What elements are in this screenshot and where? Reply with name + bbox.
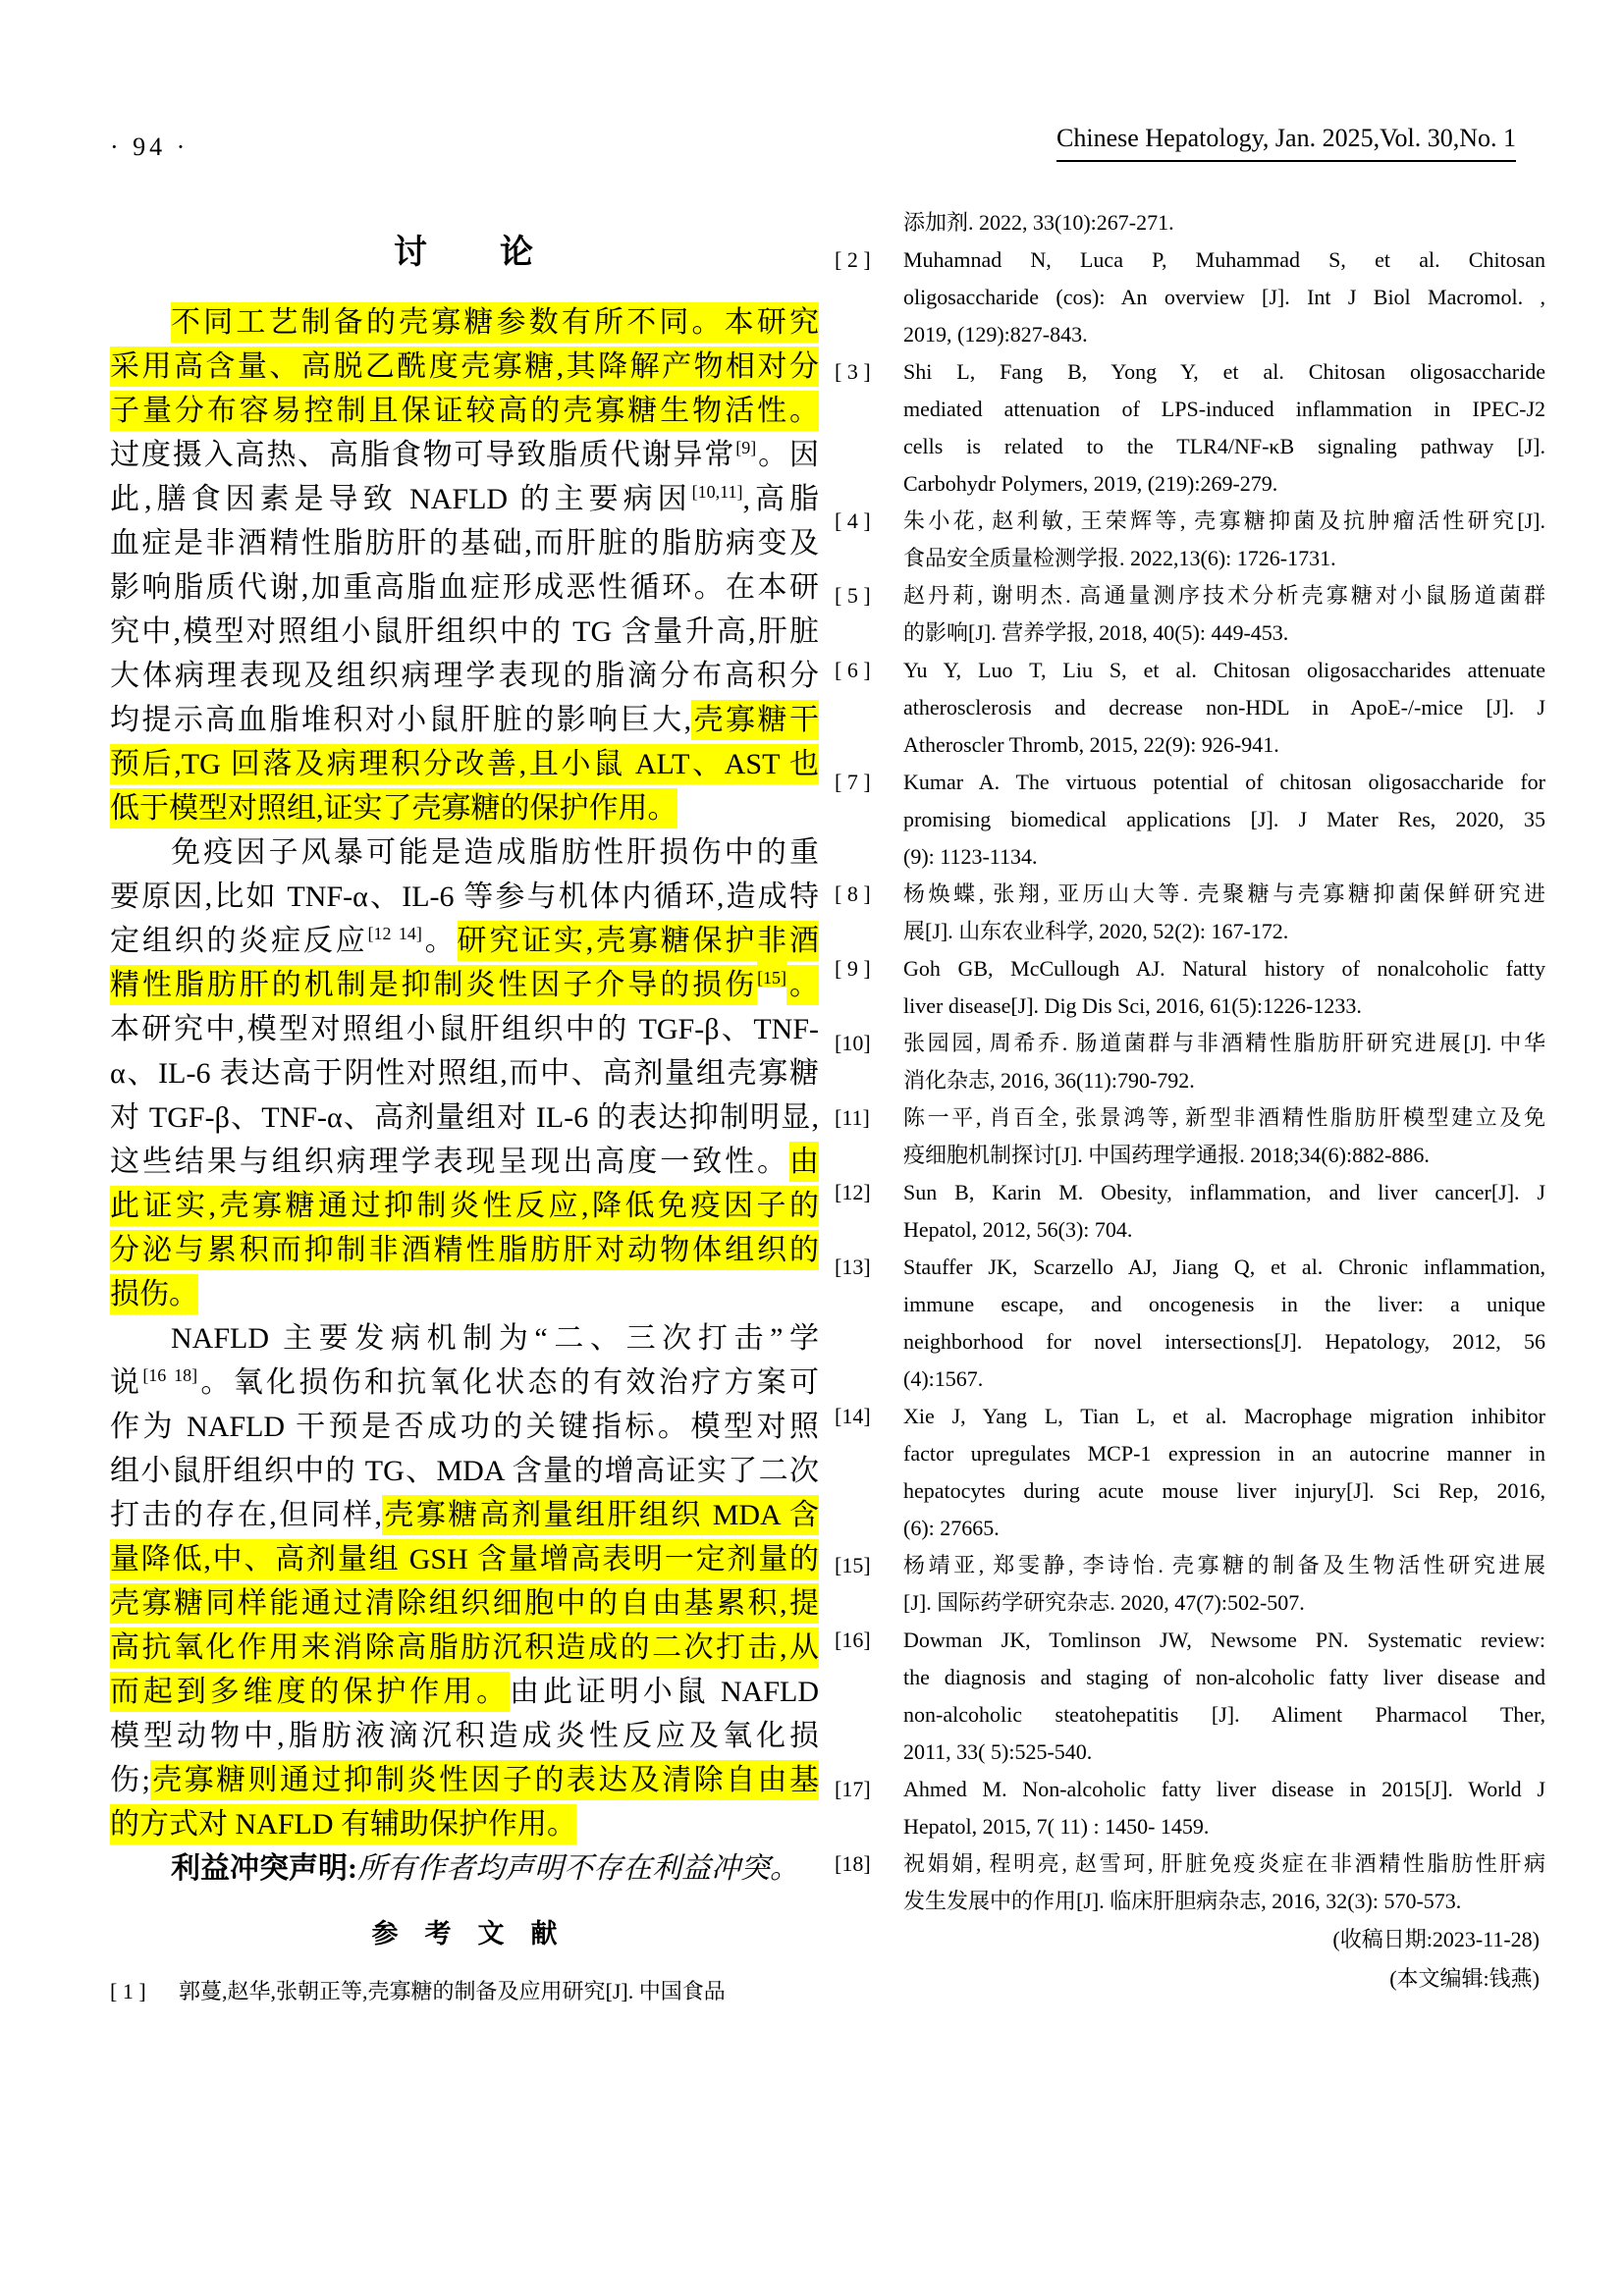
reference-text bbox=[903, 1025, 1545, 1099]
reference-line: Muhamnad N, Luca P, Muhammad S, et al. Chitosan bbox=[903, 247, 1545, 272]
highlighted-text: 高抗氧化作用来消除高脂肪沉积造成的二次打击,从 bbox=[110, 1628, 819, 1668]
reference-label: [ 5 ] bbox=[835, 583, 871, 608]
page-number: · 94 · bbox=[110, 133, 189, 161]
discussion-line bbox=[110, 1184, 819, 1228]
discussion-line bbox=[110, 1051, 819, 1095]
discussion-line bbox=[110, 1670, 819, 1714]
reference-item bbox=[110, 1973, 819, 2010]
discussion-body bbox=[110, 300, 819, 1891]
reference-line: promising biomedical applications [J]. J Mater Res, 2020, 35 bbox=[903, 807, 1545, 831]
highlighted-text: 精性脂肪肝的机制是抑制炎性因子介导的损伤 bbox=[110, 965, 757, 1005]
reference-item bbox=[835, 950, 1545, 1025]
reference-line: 朱小花, 赵利敏, 王荣辉等, 壳寡糖抑菌及抗肿瘤活性研究[J]. bbox=[903, 508, 1545, 533]
discussion-line bbox=[110, 654, 819, 698]
text-segment: 此,膳食因素是导致 NAFLD 的主要病因 bbox=[110, 483, 692, 515]
reference-line: 食品安全质量检测学报. 2022,13(6): 1726-1731. bbox=[903, 546, 1336, 570]
text-segment: NAFLD 主要发病机制为“二、三次打击”学 bbox=[171, 1322, 819, 1355]
discussion-line bbox=[110, 1228, 819, 1272]
reference-list bbox=[835, 204, 1545, 1920]
highlighted-text: 壳寡糖则通过抑制炎性因子的表达及清除自由基 bbox=[150, 1760, 819, 1800]
text-segment: 本研究中,模型对照组小鼠肝组织中的 TGF-β、TNF- bbox=[110, 1013, 819, 1045]
reference-text bbox=[903, 1845, 1545, 1920]
text-segment: ,高脂 bbox=[742, 483, 820, 515]
reference-line: Hepatol, 2015, 7( 11) : 1450- 1459. bbox=[903, 1814, 1210, 1839]
reference-item bbox=[835, 764, 1545, 876]
discussion-line bbox=[110, 521, 819, 565]
reference-line: 消化杂志, 2016, 36(11):790-792. bbox=[903, 1068, 1195, 1093]
reference-text bbox=[903, 241, 1545, 353]
discussion-line bbox=[110, 963, 819, 1007]
reference-label: [ 4 ] bbox=[835, 508, 871, 533]
reference-label: [ 2 ] bbox=[835, 247, 871, 272]
highlighted-text: [15] bbox=[757, 958, 786, 988]
discussion-line bbox=[110, 1581, 819, 1626]
discussion-line bbox=[110, 1493, 819, 1537]
text-segment: 说 bbox=[110, 1366, 143, 1399]
text-segment: 要原因,比如 TNF-α、IL-6 等参与机体内循环,造成特 bbox=[110, 881, 819, 913]
discussion-line bbox=[110, 477, 819, 521]
reference-line: Goh GB, McCullough AJ. Natural history of nonalcoholic fatty bbox=[903, 956, 1545, 981]
reference-label: [15] bbox=[835, 1553, 871, 1577]
reference-text bbox=[903, 1249, 1545, 1398]
text-segment: 。因 bbox=[756, 439, 820, 471]
discussion-title: 讨 论 bbox=[394, 235, 535, 271]
text-segment: 定组织的炎症反应 bbox=[110, 925, 368, 957]
reference-line: 杨焕蝶, 张翔, 亚历山大等. 壳聚糖与壳寡糖抑菌保鲜研究进 bbox=[903, 881, 1545, 906]
text-segment: 作为 NAFLD 干预是否成功的关键指标。模型对照 bbox=[110, 1411, 819, 1443]
reference-item bbox=[835, 503, 1545, 577]
highlighted-text: 不同工艺制备的壳寡糖参数有所不同。本研究 bbox=[171, 302, 819, 343]
discussion-line bbox=[110, 830, 819, 875]
discussion-line bbox=[110, 433, 819, 477]
highlighted-text: 研究证实,壳寡糖保护非酒 bbox=[458, 921, 820, 961]
reference-line: 陈一平, 肖百全, 张景鸿等, 新型非酒精性脂肪肝模型建立及免 bbox=[903, 1105, 1545, 1130]
reference-line: (9): 1123-1134. bbox=[903, 844, 1038, 869]
reference-item bbox=[835, 1547, 1545, 1622]
reference-line: Dowman JK, Tomlinson JW, Newsome PN. Systematic review: bbox=[903, 1628, 1545, 1652]
discussion-line bbox=[110, 1316, 819, 1361]
reference-line: Sun B, Karin M. Obesity, inflammation, and liver cancer[J]. J bbox=[903, 1180, 1545, 1204]
reference-line: 赵丹莉, 谢明杰. 高通量测序技术分析壳寡糖对小鼠肠道菌群 bbox=[903, 583, 1545, 608]
reference-item bbox=[835, 1174, 1545, 1249]
reference-label bbox=[835, 204, 903, 241]
reference-text bbox=[903, 503, 1545, 577]
text-segment: 。 bbox=[421, 925, 458, 957]
highlighted-text: 壳寡糖干 bbox=[691, 700, 819, 740]
text-segment: 对 TGF-β、TNF-α、高剂量组对 IL-6 的表达抑制明显, bbox=[110, 1101, 819, 1134]
reference-text bbox=[903, 950, 1545, 1025]
reference-text bbox=[179, 1973, 819, 2010]
discussion-line bbox=[110, 742, 819, 786]
journal-title: Chinese Hepatology, Jan. 2025,Vol. 30,No. 1 bbox=[1056, 124, 1516, 162]
text-segment: α、IL-6 表达高于阴性对照组,而中、高剂量组壳寡糖 bbox=[110, 1057, 819, 1090]
discussion-line bbox=[110, 610, 819, 654]
reference-text bbox=[903, 876, 1545, 950]
discussion-line bbox=[110, 300, 819, 345]
reference-text bbox=[903, 204, 1545, 241]
discussion-line bbox=[110, 875, 819, 919]
reference-line: Shi L, Fang B, Yong Y, et al. Chitosan oligosaccharide bbox=[903, 359, 1545, 384]
reference-line: mediated attenuation of LPS-induced inflammation in IPEC-J2 bbox=[903, 397, 1545, 421]
reference-line: 祝娟娟, 程明亮, 赵雪珂, 肝脏免疫炎症在非酒精性脂肪性肝病 bbox=[903, 1851, 1545, 1876]
text-segment: [10,11] bbox=[691, 482, 743, 502]
reference-line: hepatocytes during acute mouse liver injury[J]. Sci Rep, 2016, bbox=[903, 1478, 1545, 1503]
reference-line: Kumar A. The virtuous potential of chitosan oligosaccharide for bbox=[903, 770, 1545, 794]
discussion-line bbox=[110, 1405, 819, 1449]
reference-item bbox=[835, 241, 1545, 353]
reference-text bbox=[903, 652, 1545, 764]
reference-item bbox=[835, 1249, 1545, 1398]
text-segment: 模型动物中,脂肪液滴沉积造成炎性反应及氧化损 bbox=[110, 1720, 819, 1752]
discussion-line bbox=[110, 389, 819, 433]
discussion-line bbox=[110, 1095, 819, 1140]
text-segment: [12 14] bbox=[367, 924, 422, 943]
discussion-line bbox=[110, 1714, 819, 1758]
text-segment: 这些结果与组织病理学表现呈现出高度一致性。 bbox=[110, 1146, 789, 1178]
reference-line: Yu Y, Luo T, Liu S, et al. Chitosan oligosaccharides attenuate bbox=[903, 658, 1545, 682]
reference-line: 展[J]. 山东农业科学, 2020, 52(2): 167-172. bbox=[903, 919, 1289, 943]
reference-line: liver disease[J]. Dig Dis Sci, 2016, 61(5):1226-1233. bbox=[903, 993, 1362, 1018]
reference-label: [ 8 ] bbox=[835, 881, 871, 906]
highlighted-text: 而起到多维度的保护作用。 bbox=[110, 1672, 510, 1712]
text-segment: 所有作者均声明不存在利益冲突。 bbox=[357, 1852, 799, 1885]
highlighted-text: 分泌与累积而抑制非酒精性脂肪肝对动物体组织的 bbox=[110, 1230, 819, 1270]
discussion-line bbox=[110, 1846, 819, 1891]
highlighted-text: 由 bbox=[789, 1142, 819, 1182]
reference-line: (4):1567. bbox=[903, 1366, 984, 1391]
reference-line: Atheroscler Thromb, 2015, 22(9): 926-941. bbox=[903, 732, 1279, 757]
reference-line: oligosaccharide (cos): An overview [J]. Int J Biol Macromol. , bbox=[903, 285, 1545, 309]
discussion-line bbox=[110, 345, 819, 389]
highlighted-text: 。 bbox=[786, 965, 819, 1005]
left-column bbox=[110, 232, 819, 2010]
reference-text bbox=[903, 577, 1545, 652]
text-segment: [9] bbox=[735, 438, 757, 457]
discussion-line bbox=[110, 1626, 819, 1670]
reference-label: [16] bbox=[835, 1628, 871, 1652]
reference-line: 张园园, 周希乔. 肠道菌群与非酒精性脂肪肝研究进展[J]. 中华 bbox=[903, 1031, 1545, 1055]
reference-label: [11] bbox=[835, 1105, 870, 1130]
discussion-line bbox=[110, 1802, 819, 1846]
text-segment: 。氧化损伤和抗氧化状态的有效治疗方案可 bbox=[197, 1366, 820, 1399]
text-segment: 血症是非酒精性脂肪肝的基础,而肝脏的脂肪病变及 bbox=[110, 527, 819, 560]
reference-text bbox=[903, 353, 1545, 503]
reference-text bbox=[903, 1174, 1545, 1249]
reference-line: Hepatol, 2012, 56(3): 704. bbox=[903, 1217, 1133, 1242]
text-segment: 打击的存在,但同样, bbox=[110, 1499, 382, 1531]
text-segment: [16 18] bbox=[142, 1365, 198, 1385]
paragraph bbox=[110, 300, 819, 830]
discussion-line bbox=[110, 1449, 819, 1493]
reference-line: Xie J, Yang L, Tian L, et al. Macrophage migration inhibitor bbox=[903, 1404, 1545, 1428]
reference-label: [ 9 ] bbox=[835, 956, 871, 981]
reference-line: atherosclerosis and decrease non-HDL in ApoE-/-mice [J]. J bbox=[903, 695, 1545, 720]
discussion-line bbox=[110, 1272, 819, 1316]
discussion-line bbox=[110, 919, 819, 963]
page-header bbox=[110, 124, 1516, 162]
reference-line: the diagnosis and staging of non-alcoholic fatty liver disease and bbox=[903, 1665, 1545, 1689]
reference-line: 的影响[J]. 营养学报, 2018, 40(5): 449-453. bbox=[903, 620, 1289, 645]
reference-item bbox=[835, 876, 1545, 950]
reference-label: [ 3 ] bbox=[835, 359, 871, 384]
reference-label: [17] bbox=[835, 1777, 871, 1801]
text-segment: 组小鼠肝组织中的 TG、MDA 含量的增高证实了二次 bbox=[110, 1455, 819, 1487]
highlighted-text: 的方式对 NAFLD 有辅助保护作用。 bbox=[110, 1804, 576, 1844]
reference-text bbox=[903, 1771, 1545, 1845]
highlighted-text: 壳寡糖同样能通过清除组织细胞中的自由基累积,提 bbox=[110, 1583, 819, 1624]
received-date: (收稿日期:2023-11-28) bbox=[1332, 1927, 1540, 1951]
discussion-line bbox=[110, 1361, 819, 1405]
reference-item bbox=[835, 1845, 1545, 1920]
reference-line: Carbohydr Polymers, 2019, (219):269-279. bbox=[903, 471, 1278, 496]
paragraph bbox=[110, 830, 819, 1316]
text-segment: 利益冲突声明: bbox=[171, 1852, 357, 1885]
text-segment: 过度摄入高热、高脂食物可导致脂质代谢异常 bbox=[110, 439, 736, 471]
reference-line: Ahmed M. Non-alcoholic fatty liver disease in 2015[J]. World J bbox=[903, 1777, 1545, 1801]
reference-item bbox=[835, 353, 1545, 503]
text-segment: 影响脂质代谢,加重高脂血症形成恶性循环。在本研 bbox=[110, 571, 819, 604]
reference-line: non-alcoholic steatohepatitis [J]. Aliment Pharmacol Ther, bbox=[903, 1702, 1545, 1727]
references-heading: 参 考 文 献 bbox=[371, 1919, 558, 1949]
reference-item bbox=[835, 1622, 1545, 1771]
reference-line: 2019, (129):827-843. bbox=[903, 322, 1088, 347]
reference-line: cells is related to the TLR4/NF-κB signaling pathway [J]. bbox=[903, 434, 1545, 458]
discussion-line bbox=[110, 1007, 819, 1051]
reference-text bbox=[903, 1547, 1545, 1622]
discussion-line bbox=[110, 1140, 819, 1184]
paragraph bbox=[110, 1316, 819, 1846]
highlighted-text: 采用高含量、高脱乙酰度壳寡糖,其降解产物相对分 bbox=[110, 347, 819, 387]
reference-item bbox=[835, 1398, 1545, 1547]
reference-line: 添加剂. 2022, 33(10):267-271. bbox=[903, 210, 1174, 235]
reference-line: 疫细胞机制探讨[J]. 中国药理学通报. 2018;34(6):882-886. bbox=[903, 1143, 1430, 1167]
reference-label: [14] bbox=[835, 1404, 871, 1428]
reference-line: immune escape, and oncogenesis in the liver: a unique bbox=[903, 1292, 1545, 1316]
highlighted-text: 预后,TG 回落及病理积分改善,且小鼠 ALT、AST 也 bbox=[110, 744, 819, 784]
discussion-line bbox=[110, 1758, 819, 1802]
reference-line: 发生发展中的作用[J]. 临床肝胆病杂志, 2016, 32(3): 570-573. bbox=[903, 1889, 1462, 1913]
reference-label: [10] bbox=[835, 1031, 871, 1055]
reference-item bbox=[835, 1025, 1545, 1099]
text-segment: 均提示高血脂堆积对小鼠肝脏的影响巨大, bbox=[110, 704, 692, 736]
reference-text bbox=[903, 1099, 1545, 1174]
reference-item bbox=[835, 1099, 1545, 1174]
discussion-line bbox=[110, 698, 819, 742]
highlighted-text: 损伤。 bbox=[110, 1274, 198, 1314]
reference-first-item bbox=[110, 1973, 819, 2010]
reference-item bbox=[835, 652, 1545, 764]
reference-label: [13] bbox=[835, 1255, 871, 1279]
reference-line: factor upregulates MCP-1 expression in an autocrine manner in bbox=[903, 1441, 1545, 1466]
text-segment: 由此证明小鼠 NAFLD bbox=[510, 1676, 819, 1708]
reference-label: [ 7 ] bbox=[835, 770, 871, 794]
highlighted-text: 子量分布容易控制且保证较高的壳寡糖生物活性。 bbox=[110, 391, 819, 431]
reference-line: (6): 27665. bbox=[903, 1516, 1000, 1540]
reference-line: 2011, 33( 5):525-540. bbox=[903, 1739, 1093, 1764]
reference-line: [J]. 国际药学研究杂志. 2020, 47(7):502-507. bbox=[903, 1590, 1305, 1615]
reference-item bbox=[835, 204, 1545, 241]
right-column bbox=[835, 204, 1545, 1999]
discussion-line bbox=[110, 1537, 819, 1581]
reference-text bbox=[903, 764, 1545, 876]
highlighted-text: 壳寡糖高剂量组肝组织 MDA 含 bbox=[382, 1495, 819, 1535]
reference-line: 杨靖亚, 郑雯静, 李诗怡. 壳寡糖的制备及生物活性研究进展 bbox=[903, 1553, 1545, 1577]
reference-text bbox=[903, 1398, 1545, 1547]
discussion-line bbox=[110, 786, 819, 830]
text-segment: 大体病理表现及组织病理学表现的脂滴分布高积分 bbox=[110, 660, 819, 692]
reference-label: [ 1 ] bbox=[110, 1979, 146, 2003]
highlighted-text: 此证实,壳寡糖通过抑制炎性反应,降低免疫因子的 bbox=[110, 1186, 819, 1226]
editor-note: (本文编辑:钱燕) bbox=[1389, 1966, 1540, 1991]
reference-line: neighborhood for novel intersections[J]. Hepatology, 2012, 56 bbox=[903, 1329, 1545, 1354]
reference-text bbox=[903, 1622, 1545, 1771]
text-segment: 免疫因子风暴可能是造成脂肪性肝损伤中的重 bbox=[171, 836, 819, 869]
reference-line: 郭蔓,赵华,张朝正等,壳寡糖的制备及应用研究[J]. 中国食品 bbox=[179, 1979, 726, 2003]
reference-line: Stauffer JK, Scarzello AJ, Jiang Q, et al. Chronic inflammation, bbox=[903, 1255, 1545, 1279]
text-segment: 伤; bbox=[110, 1764, 150, 1796]
paragraph bbox=[110, 1846, 819, 1891]
reference-item bbox=[835, 1771, 1545, 1845]
reference-label: [ 6 ] bbox=[835, 658, 871, 682]
text-segment: 究中,模型对照组小鼠肝组织中的 TG 含量升高,肝脏 bbox=[110, 615, 819, 648]
reference-item bbox=[835, 577, 1545, 652]
reference-label: [18] bbox=[835, 1851, 871, 1876]
discussion-line bbox=[110, 565, 819, 610]
highlighted-text: 低于模型对照组,证实了壳寡糖的保护作用。 bbox=[110, 788, 677, 828]
highlighted-text: 量降低,中、高剂量组 GSH 含量增高表明一定剂量的 bbox=[110, 1539, 819, 1579]
reference-label: [12] bbox=[835, 1180, 871, 1204]
